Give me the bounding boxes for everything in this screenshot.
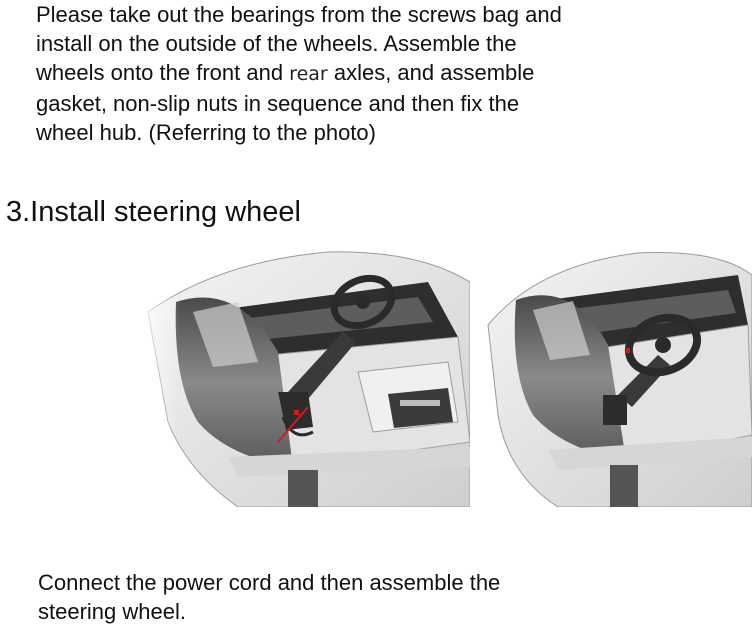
photo-steering-wheel-installed bbox=[478, 245, 752, 507]
photo-connect-power-cord bbox=[128, 242, 470, 507]
intro-line-3-start: wheels onto the front and bbox=[36, 60, 290, 85]
intro-line-3-end: axles, and assemble bbox=[327, 60, 535, 85]
intro-word-rear: rear bbox=[289, 63, 328, 85]
intro-line-2: install on the outside of the wheels. Assemble the bbox=[36, 31, 517, 56]
intro-line-3 bbox=[36, 58, 676, 89]
intro-line-1: Please take out the bearings from the screws bag and bbox=[36, 2, 562, 27]
intro-paragraph bbox=[36, 0, 676, 147]
intro-line-4: gasket, non-slip nuts in sequence and then fix the bbox=[36, 91, 520, 116]
section-heading: 3.Install steering wheel bbox=[6, 196, 301, 228]
caption-line-2: steering wheel. bbox=[38, 599, 186, 624]
step-caption bbox=[38, 568, 638, 626]
intro-line-5: wheel hub. (Referring to the photo) bbox=[36, 120, 376, 145]
caption-line-1: Connect the power cord and then assemble the bbox=[38, 570, 501, 595]
